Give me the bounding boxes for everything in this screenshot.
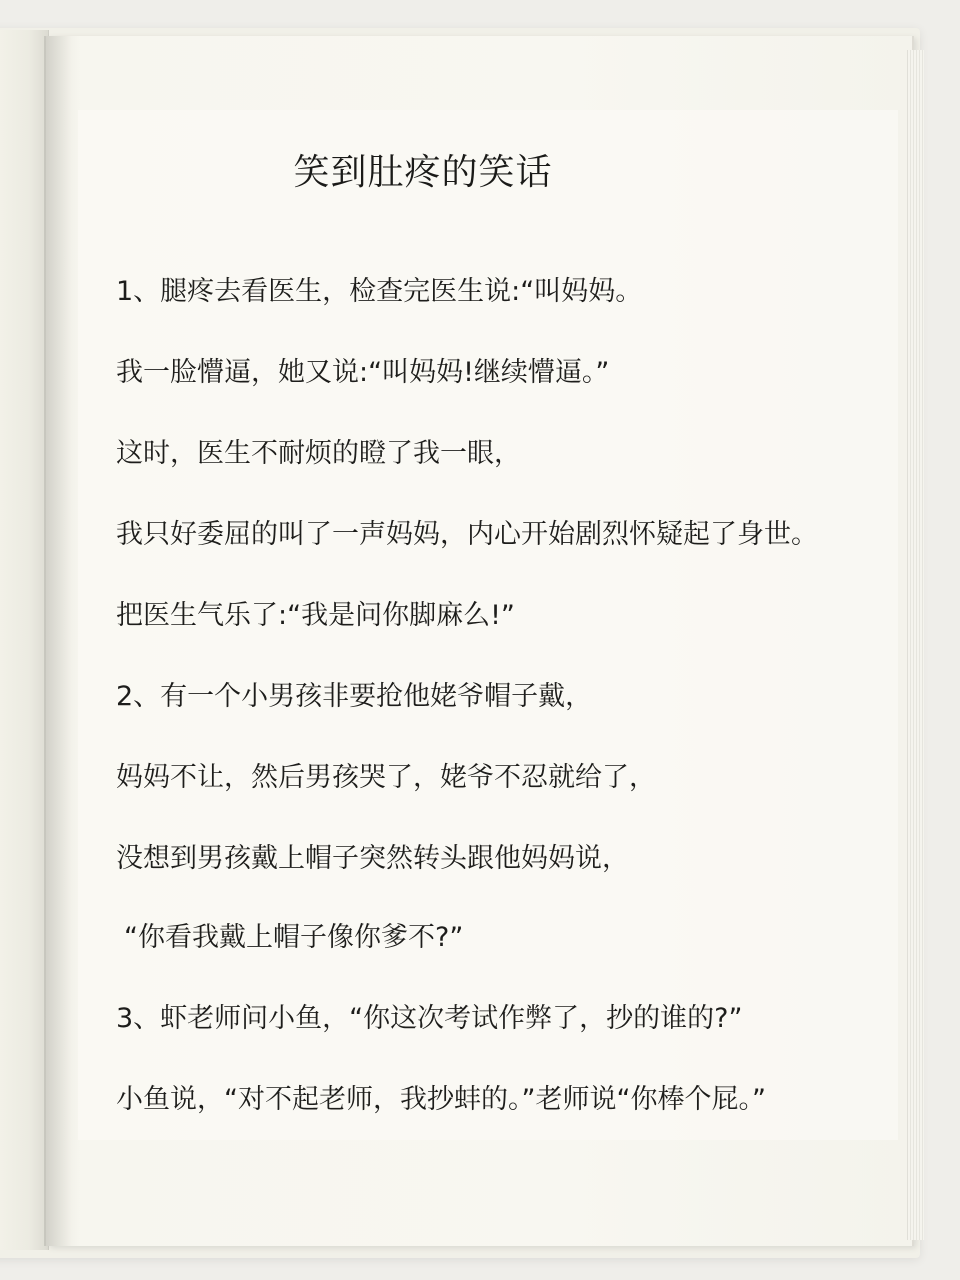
joke-2-line-3: 没想到男孩戴上帽子突然转头跟他妈妈说， [116, 843, 629, 874]
joke-2-line-4: “你看我戴上帽子像你爹不?” [124, 922, 464, 953]
joke-1-line-3: 这时，医生不耐烦的瞪了我一眼， [116, 438, 521, 469]
joke-2-line-2: 妈妈不让，然后男孩哭了，姥爷不忍就给了， [116, 762, 656, 793]
page-title: 笑到肚疼的笑话 [293, 152, 553, 193]
joke-1-line-4: 我只好委屈的叫了一声妈妈，内心开始剧烈怀疑起了身世。 [116, 519, 818, 550]
joke-2-line-1: 2、有一个小男孩非要抢他姥爷帽子戴， [116, 681, 593, 712]
joke-1-line-1: 1、腿疼去看医生，检查完医生说:“叫妈妈。 [116, 276, 643, 307]
joke-3-line-1: 3、虾老师问小鱼，“你这次考试作弊了，抄的谁的?” [116, 1003, 743, 1034]
left-page-edge [0, 30, 49, 1250]
gutter-shadow [44, 36, 72, 1246]
joke-1-line-2: 我一脸懵逼，她又说:“叫妈妈!继续懵逼。” [116, 357, 610, 388]
joke-3-line-2: 小鱼说，“对不起老师，我抄蚌的。”老师说“你棒个屁。” [116, 1084, 766, 1115]
joke-text-block [116, 268, 876, 1157]
joke-1-line-5: 把医生气乐了:“我是问你脚麻么!” [116, 600, 515, 631]
page-stack-edge [907, 50, 924, 1240]
